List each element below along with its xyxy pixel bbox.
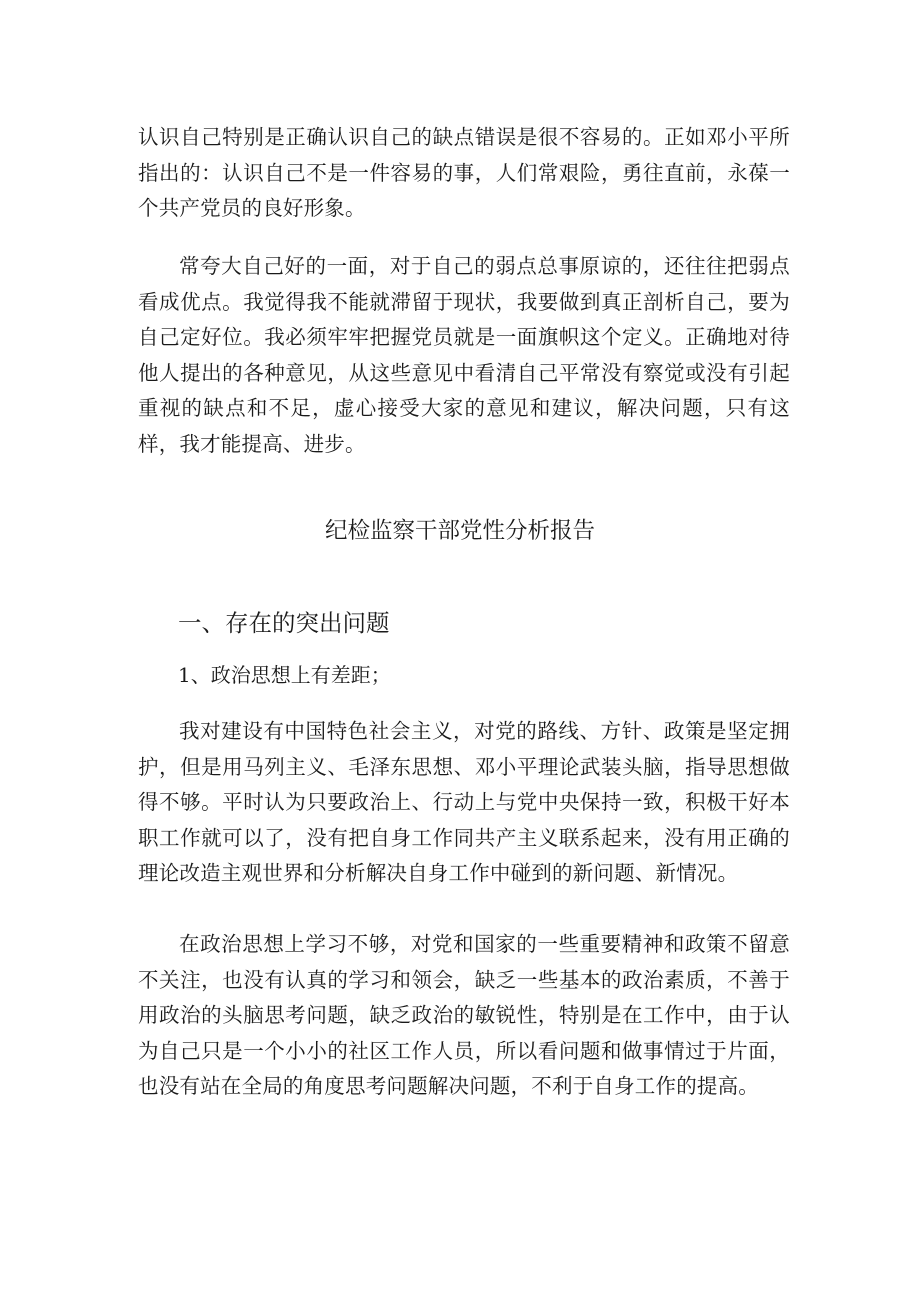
paragraph-self-analysis: 常夸大自己好的一面，对于自己的弱点总事原谅的，还往往把弱点看成优点。我觉得我不能就滞留于现状，我要做到真正剖析自己，要为自己定好位。我必须牢牢把握党员就是一面旗帜这个定义。正确地对待他人提出的各种意见，从这些意见中看清自己平常没有察觉或没有引起重视的缺点和不足，虚心接受大家的意见和建议，解决问题，只有这样，我才能提高、进步。 <box>138 254 790 456</box>
section-heading: 一、存在的突出问题 <box>178 609 390 637</box>
subheading: 1、政治思想上有差距； <box>178 663 391 687</box>
report-title: 纪检监察干部党性分析报告 <box>324 518 595 544</box>
paragraph-political-study: 在政治思想上学习不够，对党和国家的一些重要精神和政策不留意不关注，也没有认真的学习和领会，缺乏一些基本的政治素质，不善于用政治的头脑思考问题，缺乏政治的敏锐性，特别是在工作中，由于认为自己只是一个小小的社区工作人员，所以看问题和做事情过于片面，也没有站在全局的角度思考问题解决问题，不利于自身工作的提高。 <box>138 932 790 1098</box>
paragraph-self-awareness: 认识自己特别是正确认识自己的缺点错误是很不容易的。正如邓小平所指出的：认识自己不是一件容易的事，人们常艰险，勇往直前，永葆一个共产党员的良好形象。 <box>138 125 790 220</box>
paragraph-political-support: 我对建设有中国特色社会主义，对党的路线、方针、政策是坚定拥护，但是用马列主义、毛泽东思想、邓小平理论武装头脑，指导思想做得不够。平时认为只要政治上、行动上与党中央保持一致，积极干好本职工作就可以了，没有把自身工作同共产主义联系起来，没有用正确的理论改造主观世界和分析解决自身工作中碰到的新问题、新情况。 <box>138 719 790 885</box>
